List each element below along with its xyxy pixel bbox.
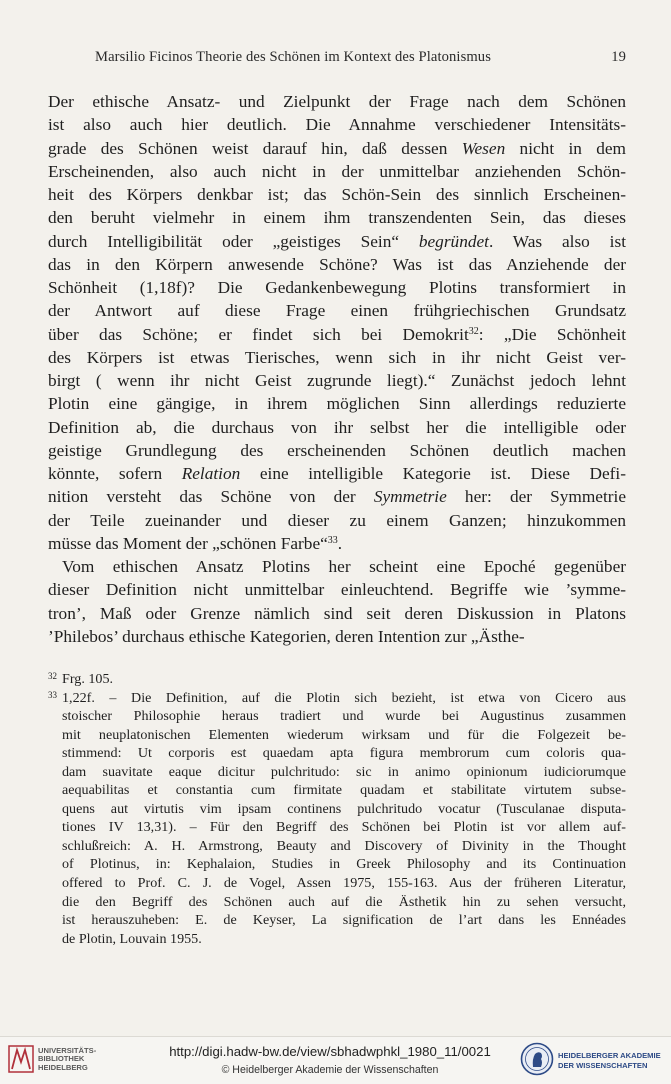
text-line: Definition ab, die durchaus von ihr selbst her die intelligible oder [48,417,626,437]
emphasis: Wesen [461,138,506,158]
footnote-line: of Plotinus, in: Kephalaion, Studies in Greek Philosophy and its Continuation [62,856,626,873]
footnote-line: dam suavitate eaque dicitur pulchritudo: sic in animo opinionum iudiciorumque [62,763,626,780]
library-logo-text: UNIVERSITÄTS- BIBLIOTHEK HEIDELBERG [38,1046,97,1072]
text-line: müsse das Moment der „schönen Farbe“$^{33}$. [48,533,343,553]
footnote-number: 33 [48,689,57,700]
footnote-line: mit neuplatonischen Elementen wiederum wirksam und für die Folgezeit be- [62,726,626,743]
academy-logo-text: HEIDELBERGER AKADEMIE DER WISSENSCHAFTEN [558,1051,661,1070]
text-line: geistige Grundlegung des erscheinenden Schönen deutlich machen [48,440,626,460]
footnote-line: 32 Frg. 105. [48,671,114,687]
text-line: Der ethische Ansatz- und Zielpunkt der Frage nach dem Schönen [48,92,626,111]
text-line: durch Intelligibilität oder „geistiges Sein“ begründet. Was also ist [48,231,626,251]
emphasis: Relation [181,464,241,483]
university-library-logo[interactable] [8,1044,128,1078]
text-line: über das Schöne; er findet sich bei Demokrit$^{32}$: „Die Schönheit [48,324,626,344]
text-line: könnte, sofern Relation eine intelligible Kategorie ist. Diese Defi- [48,464,626,483]
text-line: den beruht vielmehr in einem ihm transzendenten Sein, das dieses [48,208,626,228]
running-title: Marsilio Ficinos Theorie des Schönen im Kontext des Platonismus [95,49,491,65]
text-line: Plotin eine gängige, in ihrem möglichen Sinn allerdings reduzierte [48,394,626,414]
permalink-url[interactable]: http://digi.hadw-bw.de/view/sbhadwphkl_1980_11/0021 [169,1044,491,1059]
footnote-line: de Plotin, Louvain 1955. [62,930,202,947]
text-line: grade des Schönen weist darauf hin, daß dessen Wesen nicht in dem [48,138,626,158]
main-text [48,90,626,648]
footnote-line: tiones IV 13,31). – Für den Begriff des Schönen bei Plotin ist vor allem auf- [62,819,626,836]
text-line: dieser Definition nicht unmittelbar einleuchtend. Begriffe wie ’symme- [48,580,626,600]
text-line: Schönheit (1,18f)? Die Gedankenbewegung Plotins transformiert in [48,278,626,297]
emphasis: begründet [418,231,489,251]
footnote-line: ist herauszuheben: E. de Keyser, La signification de l’art dans les Ennéades [62,912,626,929]
page-number: 19 [611,49,626,65]
text-line: des Körpers ist etwas Tierisches, wenn sich in ihr nicht Geist ver- [48,347,626,367]
text-line: heit des Körpers denkbar ist; das Schön-Sein des sinnlich Erscheinen- [48,185,626,204]
academy-seal-icon [520,1042,554,1076]
footnote-ref[interactable]: 33 [327,534,338,546]
text-line: nition versteht das Schöne von der Symmetrie her: der Symmetrie [48,487,626,507]
footnote-line: stoischer Philosophie heraus tradiert und wurde bei Augustinus zusammen [62,708,626,725]
emphasis: Symmetrie [373,487,447,507]
text-line: tron’, Maß oder Grenze nämlich sind seit deren Diskussion in Platons [48,603,626,623]
footnote-line: aequabilitas et constantia cum firmitate quadam et stabilitate virtutem subse- [62,782,626,799]
footnote [48,670,626,689]
text-line: ’Philebos’ durchaus ethische Kategorien, deren Intention zur „Ästhe- [48,626,525,646]
text-line: birgt ( wenn ihr nicht Geist zugrunde liegt).“ Zunächst jedoch lehnt [48,371,626,390]
footnote [48,689,626,949]
footnote-line: schlußreich: A. H. Armstrong, Beauty and Discovery of Divinity in the Thought [62,837,626,854]
text-line: ist also auch hier deutlich. Die Annahme verschiedener Intensitäts- [48,115,626,135]
footnote-line: 33 1,22f. – Die Definition, auf die Plotin sich bezieht, ist etwa von Cicero aus [48,689,626,706]
text-line: der Antwort auf diese Frage einen frühgriechischen Grundsatz [48,301,626,321]
footnote-line: stimmend: Ut corporis est quaedam apta figura membrorum cum coloris qua- [62,745,626,762]
text-line: Erscheinenden, also auch nicht in der unmittelbar anziehenden Schön- [48,161,626,181]
academy-logo[interactable] [520,1042,668,1080]
footnote-ref[interactable]: 32 [468,325,479,337]
text-line: Vom ethischen Ansatz Plotins her scheint eine Epoché gegenüber [62,557,626,576]
footnote-number: 32 [48,671,57,681]
text-line: der Teile zueinander und dieser zu einem Ganzen; hinzukommen [48,510,626,530]
footnote-line: quens aut virtutis vim ipsam continens pulchritudo vocatur (Tusculanae disputa- [62,800,626,817]
library-logo-icon [8,1044,34,1074]
footnotes [48,670,626,948]
footnote-line: offered to Prof. C. J. de Vogel, Assen 1975, 155-163. Aus der früheren Literatur, [62,875,626,892]
viewer-footer [0,1036,671,1084]
footnote-line: die den Begriff des Schönen auch auf die Ästhetik hin zu sehen versucht, [62,893,626,910]
copyright-notice: © Heidelberger Akademie der Wissenschaften [221,1064,439,1076]
text-line: das in den Körpern anwesende Schöne? Was ist das Anziehende der [48,254,626,274]
